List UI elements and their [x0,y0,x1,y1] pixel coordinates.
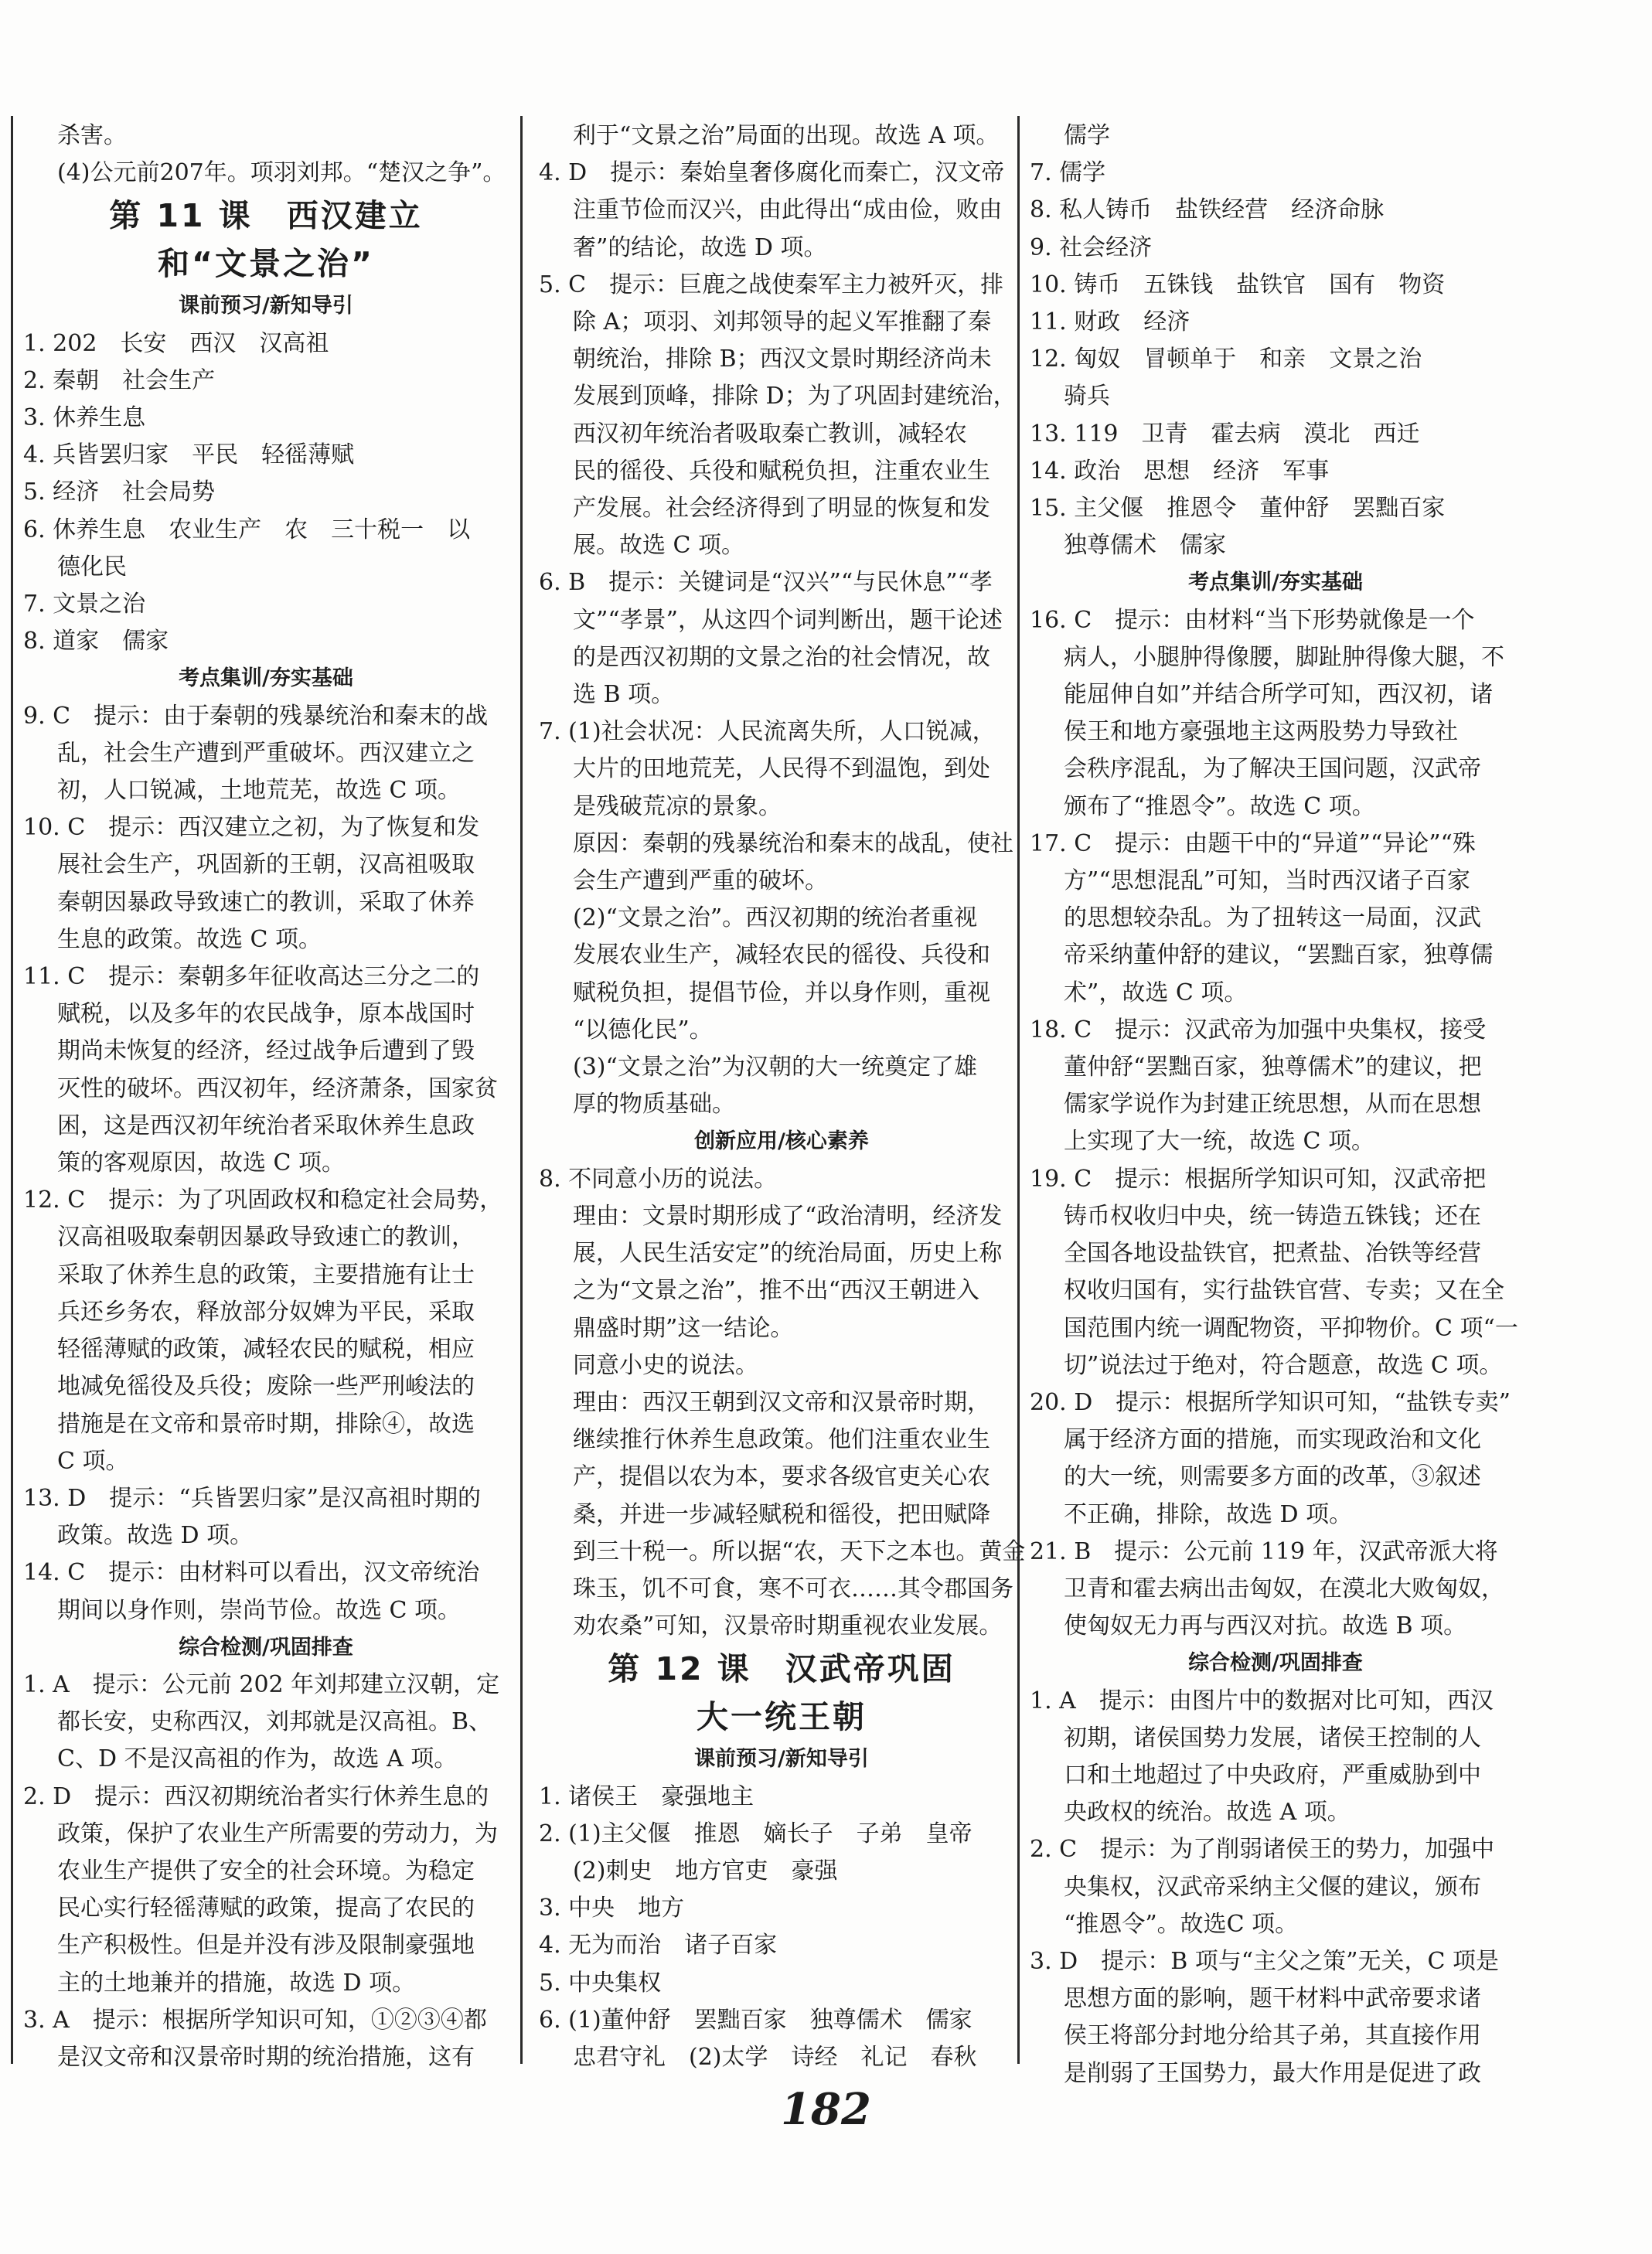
answer-line: 劝农桑”可知，汉景帝时期重视农业发展。 [573,1612,1003,1640]
section-heading: 考点集训/夯实基础 [1188,570,1363,595]
answer-line: 属于经济方面的措施，而实现政治和文化 [1064,1426,1481,1454]
answer-line: 权收归国有，实行盐铁官营、专卖；又在全 [1064,1277,1504,1305]
answer-line: 产，提倡以农为本，要求各级官吏关心农 [573,1463,990,1491]
answer-line: 5. 中央集权 [539,1969,662,1997]
answer-line: 2. C 提示：为了削弱诸侯王的势力，加强中 [1030,1836,1495,1864]
answer-line: 能屈伸自如”并结合所学可知，西汉初，诸 [1064,681,1494,709]
answer-line: 央集权，汉武帝采纳主父偃的建议，颁布 [1064,1873,1481,1901]
answer-line: 铸币权收归中央，统一铸造五铢钱；还在 [1064,1202,1481,1230]
answer-line: 1. A 提示：由图片中的数据对比可知，西汉 [1030,1687,1494,1714]
answer-line: 思想方面的影响，题干材料中武帝要求诸 [1064,1985,1481,2013]
answer-line: 侯王和地方豪强地主这两股势力导致社 [1064,718,1458,746]
answer-line: 西汉初年统治者吸取秦亡教训，减轻农 [573,420,967,448]
answer-line: 病人，小腿肿得像腰，脚趾肿得像大腿，不 [1064,643,1504,671]
answer-line: 4. D 提示：秦始皇奢侈腐化而秦亡，汉文帝 [539,159,1005,187]
answer-line: 措施是在文帝和景帝时期，排除④，故选 [57,1410,475,1438]
answer-line: 采取了休养生息的政策，主要措施有让士 [57,1261,475,1289]
section-heading: 考点集训/夯实基础 [179,666,353,691]
answer-line: 德化民 [57,553,127,581]
lesson-title: 第 12 课 汉武帝巩固 [608,1650,955,1688]
answer-line: 国范围内统一调配物资，平抑物价。C 项“一 [1064,1314,1518,1342]
answer-line: 会生产遭到严重的破坏。 [573,867,828,895]
answer-line: 方”“思想混乱”可知，当时西汉诸子百家 [1064,867,1471,895]
answer-line: 不正确，排除，故选 D 项。 [1064,1500,1353,1528]
answer-line: “以德化民”。 [573,1016,713,1044]
answer-line: 20. D 提示：根据所学知识可知，“盐铁专卖” [1030,1388,1511,1416]
answer-line: 轻徭薄赋的政策，减轻农民的赋税，相应 [57,1336,475,1364]
answer-line: 董仲舒“罢黜百家，独尊儒术”的建议，把 [1064,1054,1482,1081]
answer-line: 注重节俭而汉兴，由此得出“成由俭，败由 [573,196,1003,224]
answer-line: 10. C 提示：西汉建立之初，为了恢复和发 [23,814,480,842]
answer-line: 是汉文帝和汉景帝时期的统治措施，这有 [57,2043,475,2071]
answer-line: 文”“孝景”，从这四个词判断出，题干论述 [573,606,1003,634]
answer-line: “推恩令”。故选C 项。 [1064,1910,1299,1938]
answer-line: 13. D 提示：“兵皆罢归家”是汉高祖时期的 [23,1484,481,1512]
answer-line: 上实现了大一统，故选 C 项。 [1064,1128,1375,1156]
answer-line: 21. B 提示：公元前 119 年，汉武帝派大将 [1030,1537,1498,1565]
answer-line: (4)公元前207年。项羽刘邦。“楚汉之争”。 [57,159,506,187]
answer-line: C 项。 [57,1447,129,1475]
lesson-title: 大一统王朝 [697,1698,867,1736]
answer-line: 14. 政治 思想 经济 军事 [1030,457,1330,485]
answer-line: 侯王将部分封地分给其子弟，其直接作用 [1064,2022,1481,2050]
answer-line: 6. 休养生息 农业生产 农 三十税一 以 [23,516,471,543]
answer-line: 的思想较杂乱。为了扭转这一局面，汉武 [1064,904,1481,932]
column-rule-left [11,116,13,2064]
answer-line: 厚的物质基础。 [573,1091,735,1118]
answer-line: 颁布了“推恩令”。故选 C 项。 [1064,792,1375,820]
lesson-title: 第 11 课 西汉建立 [109,197,423,235]
answer-line: 儒学 [1064,122,1110,149]
answer-line: 14. C 提示：由材料可以看出，汉文帝统治 [23,1559,480,1587]
answer-line: 4. 兵皆罢归家 平民 轻徭薄赋 [23,441,355,469]
answer-line: 3. A 提示：根据所学知识可知，①②③④都 [23,2006,487,2034]
answer-line: 地减免徭役及兵役；废除一些严刑峻法的 [57,1373,475,1401]
answer-line: 朝统治，排除 B；西汉文景时期经济尚未 [573,346,992,373]
answer-line: 主的土地兼并的措施，故选 D 项。 [57,1969,416,1997]
answer-line: 1. 诸侯王 豪强地主 [539,1782,754,1810]
answer-line: 2. (1)主父偃 推恩 嫡长子 子弟 皇帝 [539,1820,972,1847]
answer-line: 原因：秦朝的残暴统治和秦末的战乱，使社 [573,829,1013,857]
answer-line: 赋税，以及多年的农民战争，原本战国时 [57,1000,475,1028]
answer-line: 鼎盛时期”这一结论。 [573,1314,794,1342]
answer-line: 政策，保护了农业生产所需要的劳动力，为 [57,1820,498,1847]
answer-line: 民的徭役、兵役和赋税负担，注重农业生 [573,457,990,485]
answer-line: 初期，诸侯国势力发展，诸侯王控制的人 [1064,1724,1481,1752]
answer-line: 12. C 提示：为了巩固政权和稳定社会局势， [23,1187,503,1214]
answer-line: 展社会生产，巩固新的王朝，汉高祖吸取 [57,851,475,879]
answer-line: 6. (1)董仲舒 罢黜百家 独尊儒术 儒家 [539,2006,972,2034]
section-heading: 创新应用/核心素养 [694,1129,869,1154]
answer-line: (2)“文景之治”。西汉初期的统治者重视 [573,904,978,932]
answer-line: 桑，并进一步减轻赋税和徭役，把田赋降 [573,1500,990,1528]
answer-line: 全国各地设盐铁官，把煮盐、冶铁等经营 [1064,1240,1481,1268]
answer-line: 汉高祖吸取秦朝因暴政导致速亡的教训， [57,1224,475,1251]
lesson-title: 和“文景之治” [158,245,374,283]
answer-line: 19. C 提示：根据所学知识可知，汉武帝把 [1030,1165,1487,1193]
answer-line: 初，人口锐减，土地荒芜，故选 C 项。 [57,777,462,805]
answer-line: 3. D 提示：B 项与“主父之策”无关，C 项是 [1030,1947,1499,1975]
answer-line: 的大一统，则需要多方面的改革，③叙述 [1064,1463,1481,1491]
answer-line: 10. 铸币 五铢钱 盐铁官 国有 物资 [1030,271,1446,298]
answer-line: 3. 中央 地方 [539,1895,685,1922]
answer-line: 使匈奴无力再与西汉对抗。故选 B 项。 [1064,1612,1467,1640]
answer-line: 7. 文景之治 [23,591,146,618]
answer-line: 口和土地超过了中央政府，严重威胁到中 [1064,1761,1481,1789]
section-heading: 课前预习/新知导引 [694,1747,869,1772]
answer-line: 展，人民生活安定”的统治局面，历史上称 [573,1240,1003,1268]
answer-line: 生产积极性。但是并没有涉及限制豪强地 [57,1932,475,1959]
answer-line: 到三十税一。所以据“农，天下之本也。黄金 [573,1537,1026,1565]
answer-line: 5. C 提示：巨鹿之战使秦军主力被歼灭，排 [539,271,1004,298]
answer-line: 6. B 提示：关键词是“汉兴”“与民休息”“孝 [539,569,993,597]
answer-line: 乱，社会生产遭到严重破坏。西汉建立之 [57,739,475,767]
answer-line: 16. C 提示：由材料“当下形势就像是一个 [1030,606,1475,634]
answer-line: 8. 私人铸币 盐铁经营 经济命脉 [1030,196,1385,224]
answer-line: 15. 主父偃 推恩令 董仲舒 罢黜百家 [1030,495,1446,523]
answer-line: 是削弱了王国势力，最大作用是促进了政 [1064,2059,1481,2087]
answer-line: 7. 儒学 [1030,159,1106,187]
answer-line: 的是西汉初期的文景之治的社会情况，故 [573,643,990,671]
answer-line: 11. 财政 经济 [1030,308,1190,336]
answer-column-1 [23,117,509,2071]
answer-line: 1. A 提示：公元前 202 年刘邦建立汉朝，定 [23,1670,500,1698]
answer-line: 骑兵 [1064,383,1110,410]
answer-line: 选 B 项。 [573,681,675,709]
answer-line: 产发展。社会经济得到了明显的恢复和发 [573,495,990,523]
answer-line: 理由：西汉王朝到汉文帝和汉景帝时期， [573,1388,990,1416]
answer-line: 5. 经济 社会局势 [23,478,216,506]
page-number: 182 [781,2084,871,2135]
answer-line: 策的客观原因，故选 C 项。 [57,1149,346,1177]
answer-line: 都长安，史称西汉，刘邦就是汉高祖。B、 [57,1708,492,1736]
answer-line: 除 A；项羽、刘邦领导的起义军推翻了秦 [573,308,992,336]
answer-column-2 [539,117,1026,2071]
answer-line: 期间以身作则，崇尚节俭。故选 C 项。 [57,1596,462,1624]
answer-line: 术”，故选 C 项。 [1064,979,1248,1006]
answer-line: 帝采纳董仲舒的建议，“罢黜百家，独尊儒 [1064,941,1494,969]
section-heading: 综合检测/巩固排查 [1188,1651,1363,1676]
answer-line: 忠君守礼 (2)太学 诗经 礼记 春秋 [573,2043,977,2071]
answer-line: 切”说法过于绝对，符合题意，故选 C 项。 [1064,1351,1503,1379]
answer-line: 18. C 提示：汉武帝为加强中央集权，接受 [1030,1016,1487,1044]
answer-line: 政策。故选 D 项。 [57,1522,254,1550]
answer-line: 会秩序混乱，为了解决王国问题，汉武帝 [1064,755,1481,783]
answer-line: 13. 119 卫青 霍去病 漠北 西迁 [1030,420,1420,448]
answer-line: 独尊儒术 儒家 [1064,532,1226,560]
answer-line: 2. D 提示：西汉初期统治者实行休养生息的 [23,1782,489,1810]
answer-line: 秦朝因暴政导致速亡的教训，采取了休养 [57,888,475,916]
answer-line: (3)“文景之治”为汉朝的大一统奠定了雄 [573,1054,978,1081]
answer-line: 央政权的统治。故选 A 项。 [1064,1799,1351,1827]
answer-column-3 [1030,117,1521,2087]
answer-line: (2)刺史 地方官吏 豪强 [573,1857,838,1885]
section-heading: 课前预习/新知导引 [179,294,353,318]
answer-line: 奢”的结论，故选 D 项。 [573,233,827,261]
answer-line: 农业生产提供了安全的社会环境。为稳定 [57,1857,475,1885]
answer-line: 卫青和霍去病出击匈奴，在漠北大败匈奴， [1064,1575,1504,1602]
answer-line: 儒家学说作为封建正统思想，从而在思想 [1064,1091,1481,1118]
answer-line: 之为“文景之治”，推不出“西汉王朝进入 [573,1277,980,1305]
answer-line: 生息的政策。故选 C 项。 [57,925,322,953]
answer-line: 2. 秦朝 社会生产 [23,366,216,394]
answer-line: 展。故选 C 项。 [573,532,745,560]
answer-line: 大片的田地荒芜，人民得不到温饱，到处 [573,755,990,783]
answer-line: 8. 道家 儒家 [23,628,169,655]
answer-line: 9. 社会经济 [1030,233,1153,261]
answer-line: C、D 不是汉高祖的作为，故选 A 项。 [57,1745,458,1773]
answer-line: 利于“文景之治”局面的出现。故选 A 项。 [573,122,1000,149]
answer-line: 民心实行轻徭薄赋的政策，提高了农民的 [57,1895,475,1922]
answer-line: 期尚未恢复的经济，经过战争后遭到了毁 [57,1037,475,1065]
answer-line: 11. C 提示：秦朝多年征收高达三分之二的 [23,963,480,991]
answer-line: 1. 202 长安 西汉 汉高祖 [23,329,329,357]
answer-line: 困，这是西汉初年统治者采取休养生息政 [57,1112,475,1139]
answer-line: 3. 休养生息 [23,404,146,432]
answer-line: 发展农业生产，减轻农民的徭役、兵役和 [573,941,990,969]
answer-line: 同意小史的说法。 [573,1351,758,1379]
column-rule-middle-1 [520,116,523,2064]
answer-line: 理由：文景时期形成了“政治清明，经济发 [573,1202,1003,1230]
answer-line: 继续推行休养生息政策。他们注重农业生 [573,1426,990,1454]
answer-line: 杀害。 [57,122,127,149]
answer-line: 是残破荒凉的景象。 [573,792,782,820]
answer-line: 8. 不同意小历的说法。 [539,1165,778,1193]
answer-line: 7. (1)社会状况：人民流离失所，人口锐减， [539,718,996,746]
answer-line: 赋税负担，提倡节俭，并以身作则，重视 [573,979,990,1006]
section-heading: 综合检测/巩固排查 [179,1635,353,1660]
answer-line: 17. C 提示：由题干中的“异道”“异论”“殊 [1030,829,1476,857]
answer-line: 发展到顶峰，排除 D；为了巩固封建统治， [573,383,1017,410]
answer-line: 9. C 提示：由于秦朝的残暴统治和秦末的战 [23,702,489,730]
answer-line: 12. 匈奴 冒顿单于 和亲 文景之治 [1030,346,1422,373]
answer-line: 兵还乡务农，释放部分奴婢为平民，采取 [57,1298,475,1326]
answer-line: 4. 无为而治 诸子百家 [539,1932,778,1959]
answer-line: 珠玉，饥不可食，寒不可衣……其令郡国务 [573,1575,1013,1602]
answer-line: 灭性的破坏。西汉初年，经济萧条，国家贫 [57,1074,498,1102]
